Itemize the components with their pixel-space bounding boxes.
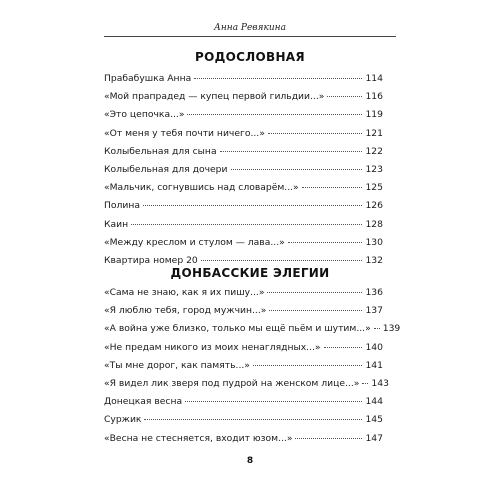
running-header: Анна Ревякина (104, 22, 396, 37)
toc-entry-page: 137 (365, 305, 383, 317)
toc-entry-page: 141 (365, 359, 383, 371)
toc-leader-dots (324, 347, 363, 348)
toc-entry-page: 140 (365, 341, 383, 353)
toc-leader-dots (201, 260, 363, 261)
toc-entry (104, 143, 383, 161)
toc-list-rodoslovnaya (104, 70, 383, 270)
toc-leader-dots (220, 151, 363, 152)
toc-entry (104, 302, 383, 320)
toc-leader-dots (231, 169, 363, 170)
toc-entry (104, 357, 383, 375)
toc-entry (104, 234, 383, 252)
toc-entry-title: «Я люблю тебя, город мужчин...» (104, 305, 267, 317)
toc-entry (104, 375, 389, 393)
toc-leader-dots (295, 438, 362, 439)
toc-list-donbass-elegies (104, 284, 401, 448)
toc-leader-dots (131, 224, 362, 225)
toc-entry-page: 114 (365, 73, 383, 84)
toc-entry-page: 122 (365, 145, 383, 157)
toc-entry-title: Полина (104, 200, 141, 212)
toc-entry-title: Квартира номер 20 (104, 254, 198, 266)
toc-entry-title: Прабабушка Анна (104, 73, 192, 84)
toc-entry (104, 197, 383, 215)
toc-entry-title: «Не предам никого из моих ненаглядных...» (104, 341, 321, 353)
toc-entry-title: Донецкая весна (104, 396, 183, 408)
toc-leader-dots (362, 383, 368, 384)
toc-entry (104, 320, 401, 338)
toc-leader-dots (187, 114, 362, 115)
toc-entry-title: Колыбельная для сына (104, 145, 217, 157)
toc-entry-page: 130 (365, 236, 383, 248)
toc-entry-page: 144 (365, 396, 383, 408)
toc-entry-title: «А война уже близко, только мы ещё пьём и шутим...» (104, 323, 371, 335)
toc-entry (104, 179, 383, 197)
toc-leader-dots (267, 292, 362, 293)
toc-entry-page: 125 (365, 182, 383, 194)
toc-entry-page: 143 (371, 377, 389, 389)
section-title-donbass-elegies: ДОНБАССКИЕ ЭЛЕГИИ (170, 266, 330, 280)
toc-entry-page: 139 (382, 323, 401, 335)
toc-leader-dots (269, 310, 362, 311)
toc-entry-title: «Между креслом и стулом — лава...» (104, 236, 285, 248)
toc-entry (104, 411, 383, 429)
toc-leader-dots (143, 205, 362, 206)
toc-entry (104, 125, 383, 143)
toc-entry-title: Каин (104, 218, 129, 230)
toc-leader-dots (194, 78, 362, 79)
toc-entry-title: «Мой прапрадед — купец первой гильдии...» (104, 91, 325, 103)
toc-leader-dots (288, 242, 363, 243)
toc-entry-title: Колыбельная для дочери (104, 163, 228, 175)
toc-entry-title: «Весна не стесняется, входит юзом...» (104, 432, 293, 444)
toc-entry-title: «Мальчик, согнувшись над словарём...» (104, 182, 299, 194)
toc-leader-dots (374, 328, 380, 329)
toc-entry-page: 121 (365, 127, 383, 139)
toc-leader-dots (253, 365, 363, 366)
section-title-rodoslovnaya: РОДОСЛОВНАЯ (195, 50, 305, 64)
toc-entry-page: 119 (365, 109, 383, 121)
toc-leader-dots (185, 401, 362, 402)
toc-entry (104, 70, 383, 88)
toc-entry-title: «Сама не знаю, как я их пишу...» (104, 287, 265, 298)
toc-entry (104, 339, 383, 357)
toc-entry-title: «Ты мне дорог, как память...» (104, 359, 250, 371)
toc-entry-title: «От меня у тебя почти ничего...» (104, 127, 265, 139)
toc-entry-page: 132 (365, 254, 383, 266)
toc-entry-page: 145 (365, 414, 383, 426)
toc-leader-dots (144, 419, 362, 420)
toc-entry (104, 88, 383, 106)
toc-leader-dots (268, 133, 363, 134)
toc-entry-page: 116 (365, 91, 383, 103)
toc-entry (104, 393, 383, 411)
toc-entry-title: «Это цепочка...» (104, 109, 185, 121)
toc-entry (104, 284, 383, 302)
toc-leader-dots (302, 187, 363, 188)
toc-leader-dots (327, 96, 362, 97)
page-number: 8 (246, 456, 254, 466)
toc-entry-page: 126 (365, 200, 383, 212)
toc-entry-page: 147 (365, 432, 383, 444)
toc-entry-title: Суржик (104, 414, 142, 426)
toc-entry (104, 216, 383, 234)
toc-entry (104, 106, 383, 124)
toc-entry-page: 136 (365, 287, 383, 298)
toc-entry (104, 161, 383, 179)
toc-entry-title: «Я видел лик зверя под пудрой на женском лице...» (104, 377, 360, 389)
toc-entry (104, 430, 383, 448)
toc-entry-page: 128 (365, 218, 383, 230)
toc-entry-page: 123 (365, 163, 383, 175)
